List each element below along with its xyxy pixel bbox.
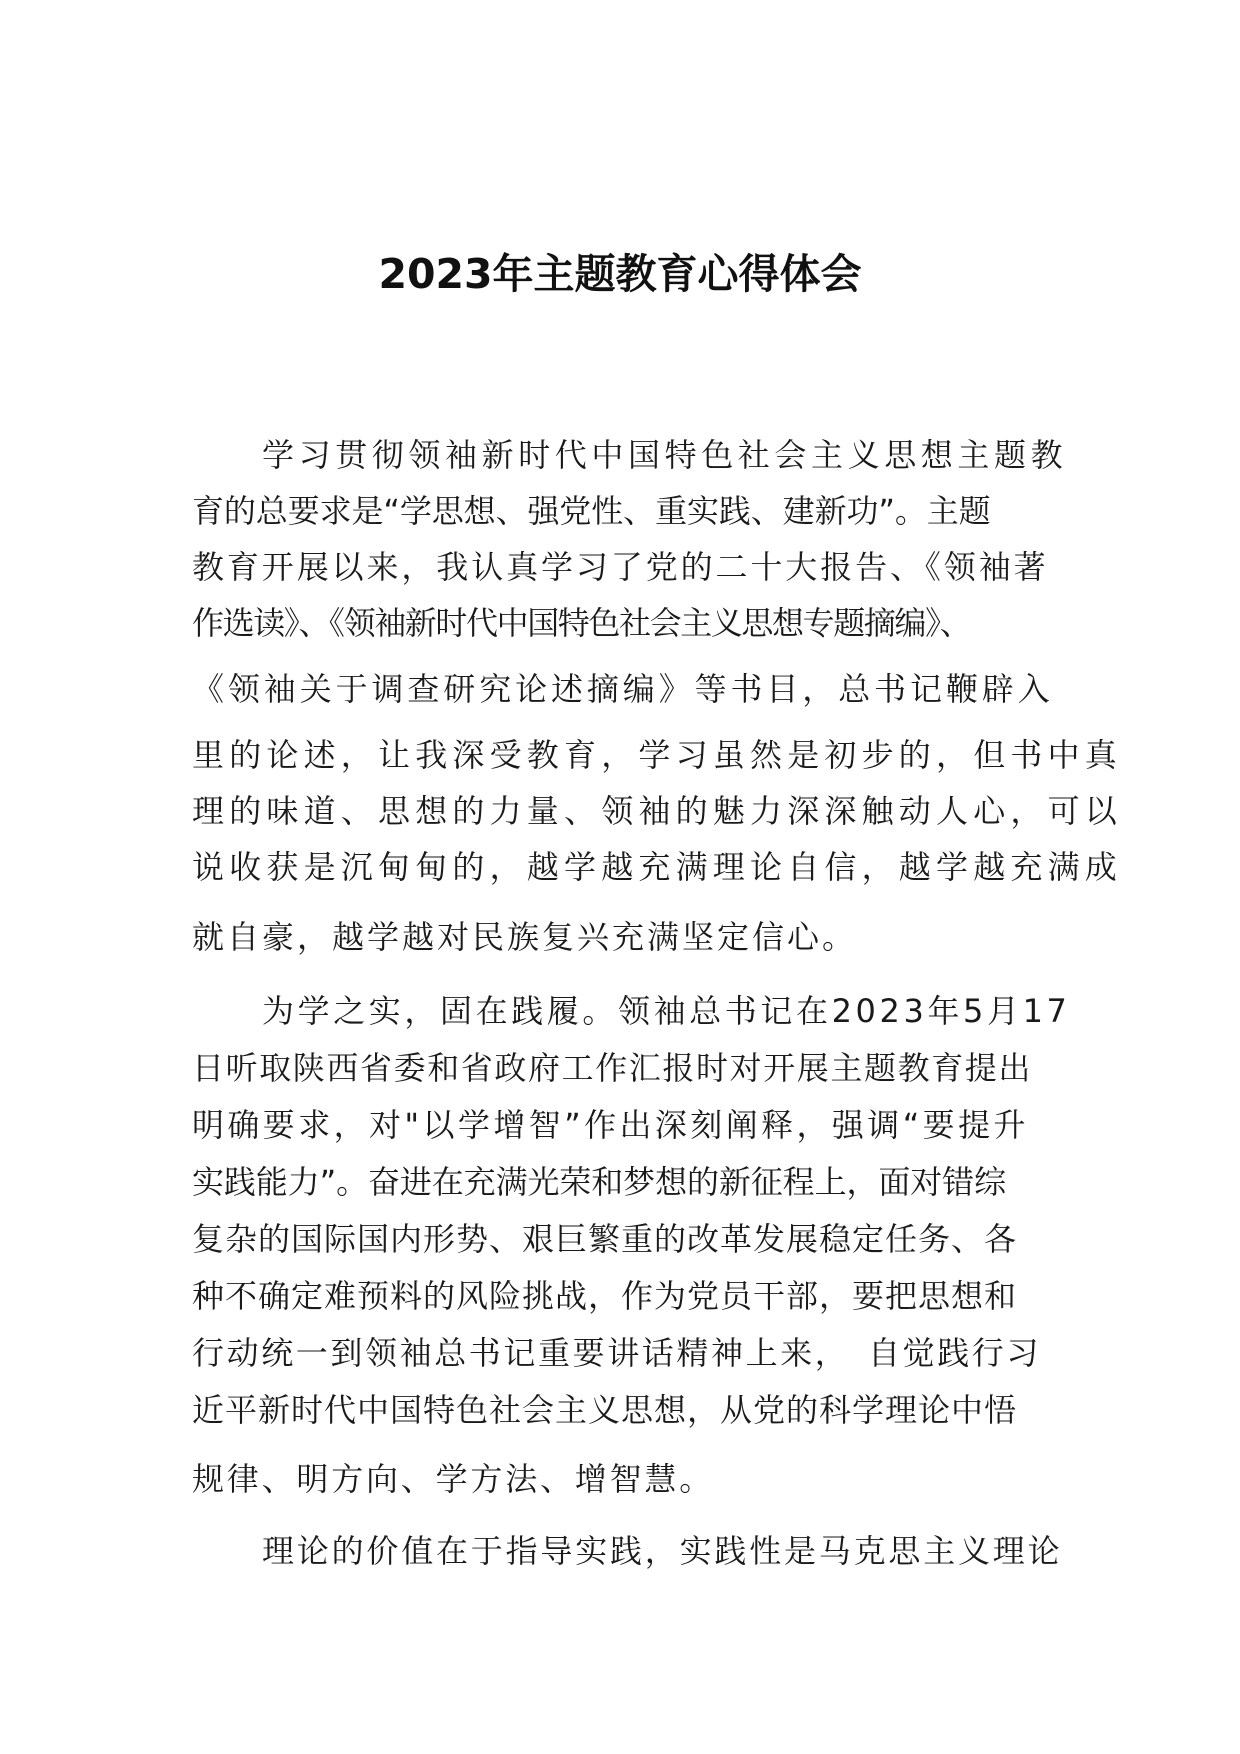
- text-line: 行动统一到领袖总书记重要讲话精神上来， 自觉践行习: [192, 1334, 1042, 1372]
- text-line: 复杂的国际国内形势、艰巨繁重的改革发展稳定任务、各: [192, 1220, 1018, 1258]
- text-line: 种不确定难预料的风险挑战，作为党员干部，要把思想和: [192, 1277, 1018, 1315]
- text-line: 实践能力”。奋进在充满光荣和梦想的新征程上，面对错综: [192, 1163, 1006, 1201]
- text-line: 理的味道、思想的力量、领袖的魅力深深触动人心，可以: [192, 792, 1123, 830]
- text-line: 育的总要求是“学思想、强党性、重实践、建新功”。主题: [192, 492, 991, 530]
- text-line: 近平新时代中国特色社会主义思想，从党的科学理论中悟: [192, 1391, 1018, 1429]
- text-line: 为学之实，固在践履。领袖总书记在2023年5月17: [262, 992, 1071, 1030]
- text-line: 就自豪，越学越对民族复兴充满坚定信心。: [192, 918, 858, 956]
- text-line: 教育开展以来，我认真学习了党的二十大报告、《领袖著: [192, 548, 1049, 586]
- text-line: 里的论述，让我深受教育，学习虽然是初步的，但书中真: [192, 736, 1123, 774]
- text-line: 明确要求，对"以学增智”作出深刻阐释，强调“要提升: [192, 1106, 1029, 1144]
- text-line: 理论的价值在于指导实践，实践性是马克思主义理论: [262, 1532, 1063, 1570]
- text-line: 日听取陕西省委和省政府工作汇报时对开展主题教育提出: [192, 1049, 1033, 1087]
- text-line: 作选读》、《领袖新时代中国特色社会主义思想专题摘编》、: [192, 604, 971, 642]
- text-line: 规律、明方向、学方法、增智慧。: [192, 1460, 715, 1498]
- text-line: 说收获是沉甸甸的，越学越充满理论自信，越学越充满成: [192, 848, 1123, 886]
- document-title: 2023年主题教育心得体会: [378, 250, 862, 298]
- text-line: 《领袖关于调查研究论述摘编》等书目，总书记鞭辟入: [192, 670, 1054, 708]
- text-line: 学习贯彻领袖新时代中国特色社会主义思想主题教: [262, 436, 1068, 474]
